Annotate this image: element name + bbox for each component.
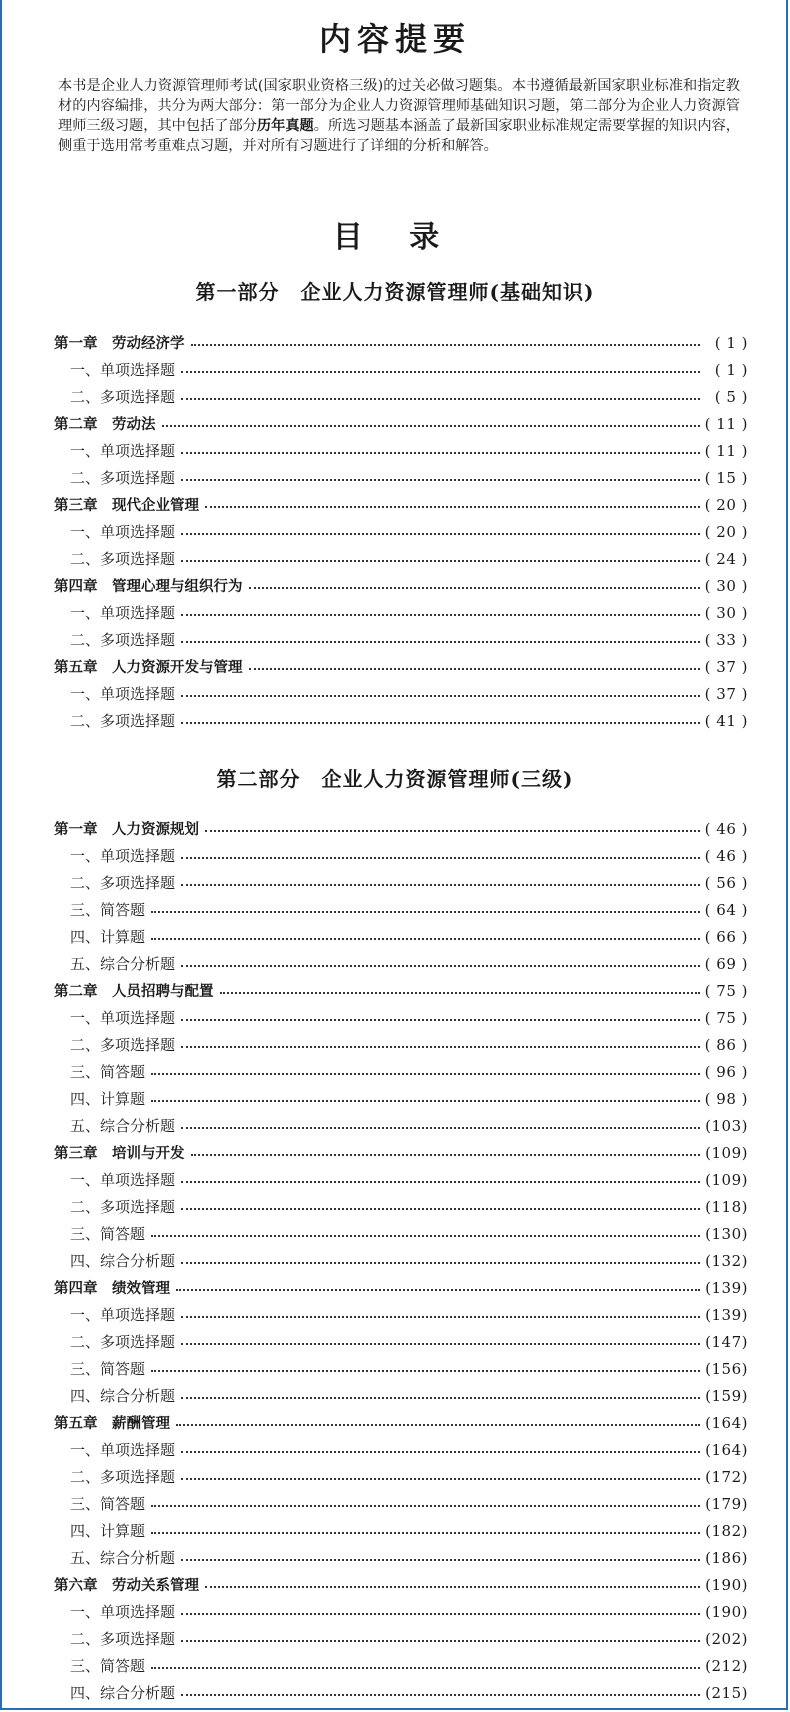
- toc-entry-label: 五、综合分析题: [70, 1117, 176, 1135]
- toc-section-row[interactable]: [54, 626, 748, 653]
- toc-entry-label: 三、简答题: [70, 1063, 146, 1081]
- toc-list-part2: [54, 815, 748, 1706]
- toc-entry-label: 二、多项选择题: [70, 631, 176, 649]
- toc-entry-label: 第四章 绩效管理: [54, 1281, 170, 1297]
- toc-section-row[interactable]: [54, 1112, 748, 1139]
- dot-leader: [181, 1640, 700, 1642]
- toc-page-number: ( 75 ): [704, 981, 748, 1000]
- toc-chapter-row[interactable]: [54, 329, 748, 356]
- dot-leader: [162, 425, 701, 427]
- toc-entry-label: 二、多项选择题: [70, 874, 176, 892]
- toc-page-number: (182): [705, 1521, 748, 1540]
- toc-section-row[interactable]: [54, 437, 748, 464]
- toc-page-number: (109): [705, 1170, 748, 1189]
- toc-section-row[interactable]: [54, 1166, 748, 1193]
- toc-entry-label: 三、简答题: [70, 1360, 146, 1378]
- summary-text-2: 。所选习题基本涵盖了最新国家职业标准规定需要掌握的知识内容，侧重于选用常考重难点习题，并对所有习题进行了详细的分析和解答。: [58, 118, 740, 154]
- toc-entry-label: 第一章 劳动经济学: [54, 336, 185, 352]
- summary-title: 内容提要: [318, 20, 471, 58]
- toc-entry-label: 第三章 培训与开发: [54, 1146, 185, 1162]
- toc-entry-label: 第二章 人员招聘与配置: [54, 984, 214, 1000]
- toc-page-number: ( 11 ): [704, 441, 748, 460]
- toc-page-number: (190): [705, 1575, 748, 1594]
- toc-section-row[interactable]: [54, 869, 748, 896]
- dot-leader: [151, 911, 700, 913]
- toc-section-row[interactable]: [54, 1193, 748, 1220]
- toc-page-number: ( 46 ): [704, 819, 748, 838]
- toc-page-number: (118): [705, 1197, 748, 1216]
- dot-leader: [181, 857, 700, 859]
- dot-leader: [220, 992, 701, 994]
- toc-page-number: ( 41 ): [704, 711, 748, 730]
- toc-page-number: (103): [705, 1116, 748, 1135]
- toc-page-number: (132): [705, 1251, 748, 1270]
- toc-page-number: ( 46 ): [704, 846, 748, 865]
- toc-entry-label: 第六章 劳动关系管理: [54, 1578, 199, 1594]
- toc-section-row[interactable]: [54, 1004, 748, 1031]
- toc-entry-label: 第四章 管理心理与组织行为: [54, 579, 243, 595]
- toc-section-row[interactable]: [54, 356, 748, 383]
- toc-page-number: ( 11 ): [704, 414, 748, 433]
- dot-leader: [181, 1262, 700, 1264]
- dot-leader: [176, 1424, 700, 1426]
- toc-page-number: (179): [705, 1494, 748, 1513]
- dot-leader: [151, 1370, 700, 1372]
- toc-chapter-row[interactable]: [54, 1274, 748, 1301]
- toc-page-number: (156): [705, 1359, 748, 1378]
- toc-page-number: (202): [705, 1629, 748, 1648]
- toc-chapter-row[interactable]: [54, 653, 748, 680]
- toc-entry-label: 三、简答题: [70, 1657, 146, 1675]
- toc-entry-label: 三、简答题: [70, 1225, 146, 1243]
- toc-entry-label: 四、综合分析题: [70, 1387, 176, 1405]
- dot-leader: [181, 1694, 700, 1696]
- toc-page-number: (215): [705, 1683, 748, 1702]
- toc-page-number: ( 75 ): [704, 1008, 748, 1027]
- toc-entry-label: 一、单项选择题: [70, 604, 176, 622]
- toc-page-number: (109): [705, 1143, 748, 1162]
- dot-leader: [181, 479, 700, 481]
- toc-entry-label: 二、多项选择题: [70, 1198, 176, 1216]
- toc-page-number: (186): [705, 1548, 748, 1567]
- toc-entry-label: 一、单项选择题: [70, 442, 176, 460]
- toc-entry-label: 五、综合分析题: [70, 1549, 176, 1567]
- toc-chapter-row[interactable]: [54, 977, 748, 1004]
- dot-leader: [151, 1532, 700, 1534]
- toc-section-row[interactable]: [54, 896, 748, 923]
- toc-page-number: ( 37 ): [704, 657, 748, 676]
- dot-leader: [151, 1667, 700, 1669]
- toc-entry-label: 二、多项选择题: [70, 712, 176, 730]
- toc-page-number: ( 20 ): [704, 495, 748, 514]
- dot-leader: [181, 614, 700, 616]
- toc-entry-label: 第二章 劳动法: [54, 417, 156, 433]
- dot-leader: [151, 938, 700, 940]
- dot-leader: [181, 398, 700, 400]
- toc-page-number: ( 56 ): [704, 873, 748, 892]
- toc-section-row[interactable]: [54, 1436, 748, 1463]
- toc-section-row[interactable]: [54, 923, 748, 950]
- toc-entry-label: 一、单项选择题: [70, 1171, 176, 1189]
- toc-entry-label: 四、计算题: [70, 1522, 146, 1540]
- toc-section-row[interactable]: [54, 1031, 748, 1058]
- toc-chapter-row[interactable]: [54, 1139, 748, 1166]
- dot-leader: [181, 1127, 700, 1129]
- toc-entry-label: 一、单项选择题: [70, 523, 176, 541]
- dot-leader: [181, 722, 700, 724]
- dot-leader: [249, 587, 701, 589]
- toc-section-row[interactable]: [54, 1625, 748, 1652]
- dot-leader: [205, 1586, 700, 1588]
- dot-leader: [181, 965, 700, 967]
- toc-entry-label: 一、单项选择题: [70, 847, 176, 865]
- toc-page-number: ( 98 ): [704, 1089, 748, 1108]
- toc-entry-label: 第三章 现代企业管理: [54, 498, 199, 514]
- toc-section-row[interactable]: [54, 1517, 748, 1544]
- toc-page-number: ( 24 ): [704, 549, 748, 568]
- summary-paragraph: [58, 76, 740, 156]
- dot-leader: [181, 1613, 700, 1615]
- toc-entry-label: 一、单项选择题: [70, 1603, 176, 1621]
- toc-page-number: (130): [705, 1224, 748, 1243]
- toc-page-number: (164): [705, 1440, 748, 1459]
- toc-list-part1: [54, 329, 748, 734]
- toc-section-row[interactable]: [54, 599, 748, 626]
- toc-page-number: (159): [705, 1386, 748, 1405]
- toc-page-number: (212): [705, 1656, 748, 1675]
- toc-entry-label: 四、综合分析题: [70, 1252, 176, 1270]
- toc-chapter-row[interactable]: [54, 1409, 748, 1436]
- toc-page-number: ( 1 ): [714, 360, 748, 379]
- toc-entry-label: 一、单项选择题: [70, 1009, 176, 1027]
- toc-section-row[interactable]: [54, 518, 748, 545]
- toc-entry-label: 二、多项选择题: [70, 1036, 176, 1054]
- toc-entry-label: 二、多项选择题: [70, 388, 176, 406]
- dot-leader: [205, 830, 700, 832]
- dot-leader: [181, 1181, 700, 1183]
- dot-leader: [181, 533, 700, 535]
- toc-section-row[interactable]: [54, 464, 748, 491]
- toc-entry-label: 一、单项选择题: [70, 1306, 176, 1324]
- dot-leader: [151, 1100, 700, 1102]
- toc-page-number: ( 15 ): [704, 468, 748, 487]
- toc-entry-label: 四、计算题: [70, 1090, 146, 1108]
- summary-text-1: 本书是企业人力资源管理师考试(国家职业资格三级)的过关必做习题集。本书遵循最新国家职业标准和指定教材的内容编排，共分为两大部分：第一部分为企业人力资源管理师基础知识习题，第二部分为企业人力资源管理师三级习题，其中包括了部分: [58, 78, 740, 134]
- toc-section-row[interactable]: [54, 1355, 748, 1382]
- part-title: 第一部分 企业人力资源管理师(基础知识): [195, 280, 595, 304]
- dot-leader: [181, 1208, 700, 1210]
- dot-leader: [249, 668, 701, 670]
- dot-leader: [191, 344, 701, 346]
- dot-leader: [205, 506, 700, 508]
- toc-page-number: (172): [705, 1467, 748, 1486]
- toc-section-row[interactable]: [54, 1544, 748, 1571]
- toc-section-row[interactable]: [54, 842, 748, 869]
- dot-leader: [191, 1154, 701, 1156]
- toc-page-number: ( 86 ): [704, 1035, 748, 1054]
- toc-page-number: (190): [705, 1602, 748, 1621]
- toc-entry-label: 第一章 人力资源规划: [54, 822, 199, 838]
- toc-page-number: ( 37 ): [704, 684, 748, 703]
- toc-section-row[interactable]: [54, 1220, 748, 1247]
- toc-section-row[interactable]: [54, 1382, 748, 1409]
- dot-leader: [181, 1343, 700, 1345]
- toc-entry-label: 一、单项选择题: [70, 1441, 176, 1459]
- toc-chapter-row[interactable]: [54, 410, 748, 437]
- toc-page-number: ( 20 ): [704, 522, 748, 541]
- dot-leader: [151, 1073, 700, 1075]
- toc-section-row[interactable]: [54, 383, 748, 410]
- toc-section-row[interactable]: [54, 1301, 748, 1328]
- toc-page-number: ( 69 ): [704, 954, 748, 973]
- toc-entry-label: 第五章 薪酬管理: [54, 1416, 170, 1432]
- toc-section-row[interactable]: [54, 1598, 748, 1625]
- toc-entry-label: 四、综合分析题: [70, 1684, 176, 1702]
- toc-chapter-row[interactable]: [54, 491, 748, 518]
- toc-entry-label: 二、多项选择题: [70, 1630, 176, 1648]
- toc-page-number: ( 1 ): [714, 333, 748, 352]
- toc-section-row[interactable]: [54, 1058, 748, 1085]
- toc-section-row[interactable]: [54, 1085, 748, 1112]
- toc-section-row[interactable]: [54, 545, 748, 572]
- toc-entry-label: 三、简答题: [70, 1495, 146, 1513]
- dot-leader: [181, 641, 700, 643]
- dot-leader: [181, 695, 700, 697]
- toc-entry-label: 二、多项选择题: [70, 469, 176, 487]
- toc-entry-label: 第五章 人力资源开发与管理: [54, 660, 243, 676]
- toc-entry-label: 一、单项选择题: [70, 685, 176, 703]
- dot-leader: [181, 1451, 700, 1453]
- toc-entry-label: 四、计算题: [70, 928, 146, 946]
- toc-entry-label: 五、综合分析题: [70, 955, 176, 973]
- dot-leader: [181, 452, 700, 454]
- toc-section-row[interactable]: [54, 1490, 748, 1517]
- toc-page-number: (164): [705, 1413, 748, 1432]
- toc-entry-label: 一、单项选择题: [70, 361, 176, 379]
- toc-entry-label: 二、多项选择题: [70, 1468, 176, 1486]
- toc-section-row[interactable]: [54, 950, 748, 977]
- toc-entry-label: 三、简答题: [70, 901, 146, 919]
- toc-section-row[interactable]: [54, 1679, 748, 1706]
- dot-leader: [181, 1046, 700, 1048]
- dot-leader: [181, 560, 700, 562]
- toc-page-number: ( 96 ): [704, 1062, 748, 1081]
- toc-section-row[interactable]: [54, 680, 748, 707]
- toc-entry-label: 二、多项选择题: [70, 550, 176, 568]
- toc-page-number: ( 30 ): [704, 603, 748, 622]
- toc-page-number: ( 30 ): [704, 576, 748, 595]
- part-title: 第二部分 企业人力资源管理师(三级): [216, 767, 574, 791]
- toc-entry-label: 二、多项选择题: [70, 1333, 176, 1351]
- toc-section-row[interactable]: [54, 1652, 748, 1679]
- toc-page-number: ( 33 ): [704, 630, 748, 649]
- dot-leader: [181, 884, 700, 886]
- toc-chapter-row[interactable]: [54, 1571, 748, 1598]
- toc-chapter-row[interactable]: [54, 572, 748, 599]
- dot-leader: [181, 1019, 700, 1021]
- summary-emphasis: 历年真题: [256, 118, 314, 134]
- toc-page-number: (139): [705, 1305, 748, 1324]
- toc-section-row[interactable]: [54, 1463, 748, 1490]
- toc-page-number: ( 64 ): [704, 900, 748, 919]
- toc-chapter-row[interactable]: [54, 815, 748, 842]
- toc-section-row[interactable]: [54, 707, 748, 734]
- dot-leader: [181, 1397, 700, 1399]
- dot-leader: [151, 1505, 700, 1507]
- toc-page-number: ( 5 ): [714, 387, 748, 406]
- dot-leader: [181, 371, 700, 373]
- toc-page-number: ( 66 ): [704, 927, 748, 946]
- dot-leader: [151, 1235, 700, 1237]
- dot-leader: [176, 1289, 700, 1291]
- toc-section-row[interactable]: [54, 1247, 748, 1274]
- dot-leader: [181, 1559, 700, 1561]
- dot-leader: [181, 1478, 700, 1480]
- toc-page-number: (147): [705, 1332, 748, 1351]
- toc-title: 目 录: [332, 220, 458, 255]
- dot-leader: [181, 1316, 700, 1318]
- toc-page-number: (139): [705, 1278, 748, 1297]
- toc-section-row[interactable]: [54, 1328, 748, 1355]
